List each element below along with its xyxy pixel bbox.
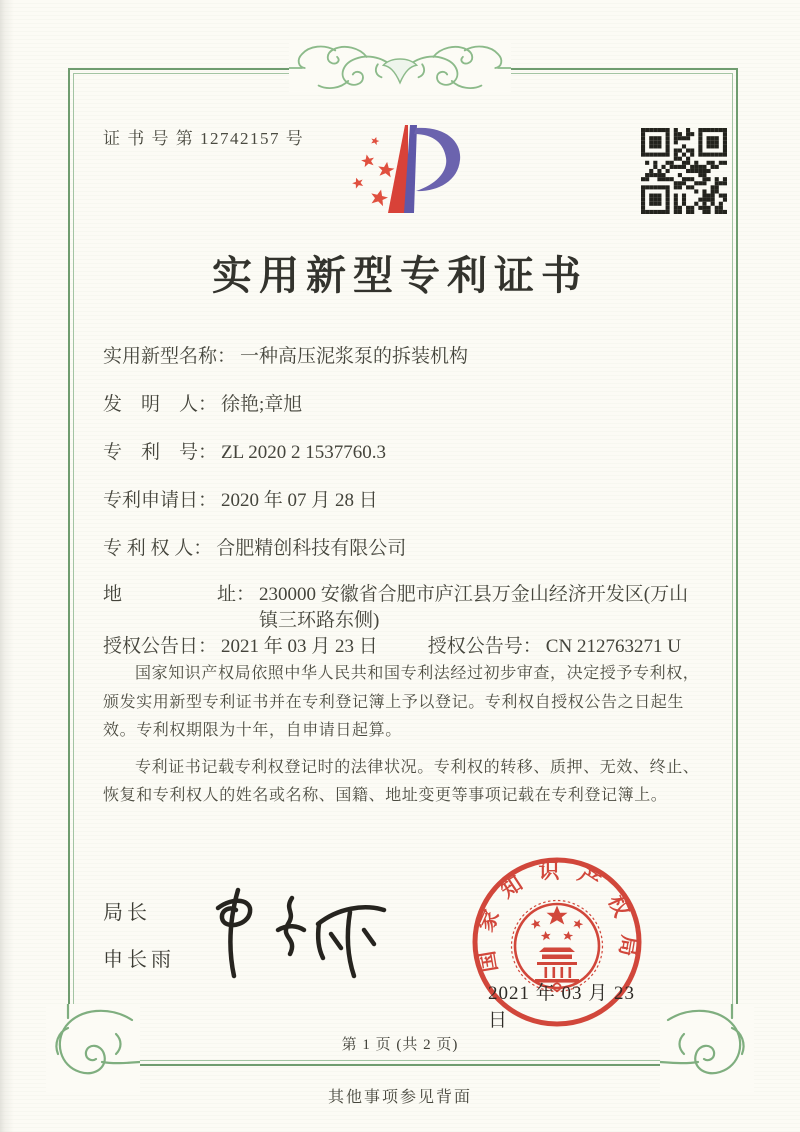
field-label: 发 明 人： xyxy=(103,394,218,415)
officer-block xyxy=(103,896,175,972)
field-row-patent-no xyxy=(103,440,386,466)
certificate-number: 证 书 号 第 12742157 号 xyxy=(103,129,305,148)
field-row-address xyxy=(103,582,703,634)
field-label: 实用新型名称： xyxy=(103,346,237,367)
field-row-name xyxy=(103,344,468,370)
field-value: CN 212763271 U xyxy=(545,636,681,657)
back-side-note: 其他事项参见背面 xyxy=(327,1089,472,1106)
flourish-icon xyxy=(289,42,511,94)
legal-paragraph: 专利证书记载专利权登记时的法律状况。专利权的转移、质押、无效、终止、恢复和专利权人的姓名或名称、国籍、地址变更等事项记载在专利登记簿上。 xyxy=(103,758,700,804)
qr-code xyxy=(641,128,727,214)
field-value: 2021 年 03 月 23 日 xyxy=(221,636,378,657)
field-value: 合肥精创科技有限公司 xyxy=(216,538,407,559)
legal-paragraph: 国家知识产权局依照中华人民共和国专利法经过初步审查，决定授予专利权，颁发实用新型专利证书并在专利登记簿上予以登记。专利权自授权公告之日起生效。专利权期限为十年，自申请日起算。 xyxy=(103,665,700,739)
field-label: 授权公告号： xyxy=(427,636,542,657)
cnipa-logo-icon xyxy=(350,112,466,236)
field-value: ZL 2020 2 1537760.3 xyxy=(221,442,387,463)
field-label: 专利申请日： xyxy=(103,490,218,511)
field-value: 徐艳;章旭 xyxy=(221,394,303,415)
field-label: 专 利 权 人： xyxy=(103,538,213,559)
seal-date: 2021 年 03 月 23 日 xyxy=(488,983,636,1031)
legal-text xyxy=(103,660,701,819)
page-number: 第 1 页 (共 2 页) xyxy=(341,1037,459,1053)
certificate-title: 实用新型专利证书 xyxy=(212,253,588,298)
field-label: 授权公告日： xyxy=(103,636,218,657)
officer-name: 申长雨 xyxy=(103,949,175,971)
field-label: 专 利 号： xyxy=(103,442,218,463)
field-row-patentee xyxy=(103,536,406,562)
field-value: 一种高压泥浆泵的拆装机构 xyxy=(240,346,469,367)
field-row-inventor xyxy=(103,392,302,418)
field-value: 230000 安徽省合肥市庐江县万金山经济开发区(万山镇三环路东侧) xyxy=(259,584,689,631)
officer-title: 局长 xyxy=(103,902,151,924)
field-row-grant xyxy=(103,634,681,660)
top-center-flourish-ornament xyxy=(289,42,511,94)
director-signature xyxy=(200,876,410,994)
seal-text: 国家知识产权局 xyxy=(472,858,642,974)
field-row-filing-date xyxy=(103,488,378,514)
field-label: 地 址： xyxy=(103,584,256,605)
field-value: 2020 年 07 月 28 日 xyxy=(221,490,378,511)
